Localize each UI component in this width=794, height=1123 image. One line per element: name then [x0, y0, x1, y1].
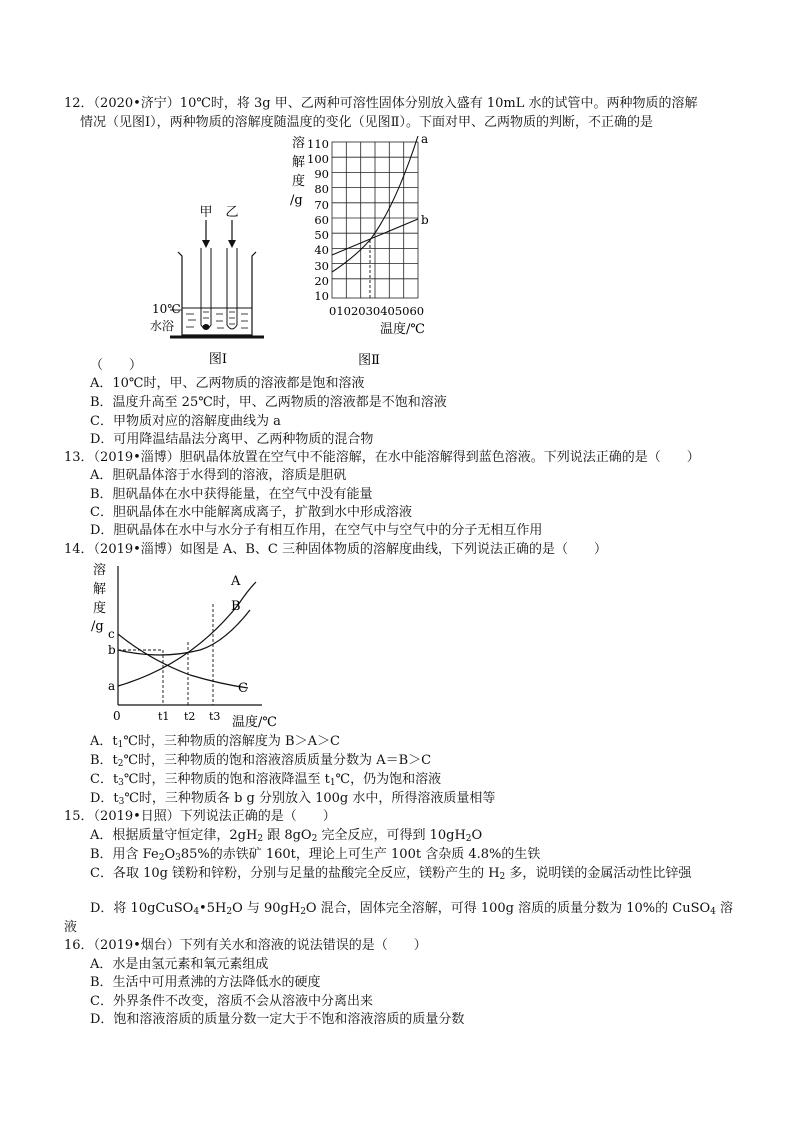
q15-option-a: A．根据质量守恒定律，$2gH_2$ 跟 $8gO_2$ 完全反应，可得到 $10gH_2O$ — [90, 828, 483, 844]
q16-option-c: C．外界条件不改变，溶质不会从溶液中分离出来 — [90, 994, 373, 1009]
fig2-x-ticks: 0102030405060 — [329, 304, 425, 318]
q14-graph — [90, 560, 290, 732]
q15-option-d: D．将 $10gCuSO_4•5H_2O$ 与 $90gH_2O$ 混合，固体完全溶解，可得 100g 溶质的质量分数为 10%的 CuSO$_4$ 溶 — [90, 901, 734, 917]
svg-text:/g: /g — [290, 193, 303, 208]
svg-text:110: 110 — [307, 137, 329, 151]
q14-x-marks — [158, 710, 220, 723]
q14-stem: 14．（2019•淄博）如图是 A、B、C 三种固体物质的溶解度曲线，下列说法正确的是（ ） — [64, 542, 607, 557]
q13-option-d: D．胆矾晶体在水中与水分子有相互作用，在空气中与空气中的分子无相互作用 — [90, 523, 543, 538]
q15-option-c: C．各取 10g 镁粉和锌粉，分别与足量的盐酸完全反应，镁粉产生的 $H_2$ 多，说明镁的金属活动性比锌强 — [90, 866, 692, 882]
q13-option-c: C．胆矾晶体在水中能解离成离子，扩散到水中形成溶液 — [90, 505, 412, 520]
q16-stem: 16．（2019•烟台）下列有关水和溶液的说法错误的是（ ） — [64, 938, 427, 953]
svg-text:100: 100 — [307, 152, 329, 166]
q15-option-b: B．用含 $Fe_2O_385\%$的赤铁矿 160t，理论上可生产 100t 含杂质 4.8%的生铁 — [90, 847, 541, 863]
svg-text:60: 60 — [314, 213, 329, 227]
q12-figure-2 — [285, 132, 445, 372]
fig2-curve-a: a — [421, 132, 429, 146]
fig2-y-ticks — [307, 137, 329, 303]
q14-curve-labels — [230, 574, 248, 696]
svg-text:度: 度 — [93, 601, 107, 616]
q14-xlabel: 温度/℃ — [232, 715, 277, 730]
fig2-curve-b: b — [421, 213, 429, 227]
q14-origin: 0 — [113, 709, 121, 723]
q12-figure-1 — [140, 200, 280, 375]
svg-text:80: 80 — [314, 182, 329, 196]
fig1-bath-label: 水浴 — [150, 319, 175, 333]
q14-option-d: D．$t_3℃$时，三种物质各 b g 分别放入 100g 水中，所得溶液质量相等 — [90, 791, 496, 807]
fig1-label-jia: 甲 — [199, 205, 213, 220]
svg-text:40: 40 — [314, 243, 329, 257]
svg-text:90: 90 — [314, 167, 329, 181]
svg-text:a: a — [108, 679, 116, 693]
svg-text:/g: /g — [91, 619, 104, 634]
q12-option-d: D．可用降温结晶法分离甲、乙两种物质的混合物 — [90, 432, 374, 447]
svg-text:溶: 溶 — [93, 563, 107, 578]
q13-option-b: B．胆矾晶体在水中获得能量，在空气中没有能量 — [90, 487, 373, 502]
svg-text:解: 解 — [292, 155, 306, 170]
fig2-xlabel: 温度/℃ — [380, 322, 425, 337]
q12-option-c: C．甲物质对应的溶解度曲线为 a — [90, 414, 281, 429]
q14-option-b: B．$t_2℃$时，三种物质的饱和溶液溶质质量分数为 A＝B＞C — [90, 753, 432, 769]
q13-stem: 13．（2019•淄博）胆矾晶体放置在空气中不能溶解，在水中能溶解得到蓝色溶液。下列说法正确的是（ ） — [64, 450, 700, 465]
fig2-ylabel — [290, 135, 305, 208]
fig1-bath-temp: 10℃ — [152, 302, 181, 316]
q14-option-a: A．$t_1℃$时，三种物质的溶解度为 B＞A＞C — [90, 734, 340, 750]
svg-text:t3: t3 — [209, 710, 221, 723]
svg-text:C: C — [238, 681, 248, 696]
svg-text:A: A — [231, 574, 241, 589]
svg-text:b: b — [108, 643, 116, 657]
svg-text:溶: 溶 — [292, 136, 306, 151]
svg-text:t1: t1 — [158, 710, 170, 723]
svg-text:10: 10 — [314, 289, 329, 303]
q12-option-a: A．10℃时，甲、乙两物质的溶液都是饱和溶液 — [90, 376, 365, 391]
q12-paren: （ ） — [90, 358, 143, 373]
svg-text:c: c — [108, 627, 115, 641]
svg-text:50: 50 — [314, 228, 329, 242]
fig2-caption: 图Ⅱ — [358, 353, 380, 368]
svg-text:解: 解 — [93, 582, 107, 597]
q12-stem-line2: 情况（见图Ⅰ），两种物质的溶解度随温度的变化（见图Ⅱ）。下面对甲、乙两物质的判断，不正确的是 — [80, 115, 653, 130]
q12-option-b: B．温度升高至 25℃时，甲、乙两物质的溶液都是不饱和溶液 — [90, 395, 447, 410]
q16-option-b: B．生活中可用煮沸的方法降低水的硬度 — [90, 975, 321, 990]
fig1-label-yi: 乙 — [225, 205, 239, 220]
q12-stem-line1: 12．（2020•济宁）10℃时，将 3g 甲、乙两种可溶性固体分别放入盛有 10mL 水的试管中。两种物质的溶解 — [64, 96, 698, 111]
q16-option-d: D．饱和溶液溶质的质量分数一定大于不饱和溶液溶质的质量分数 — [90, 1012, 465, 1027]
svg-text:30: 30 — [314, 259, 329, 273]
q14-option-c: C．$t_3℃$时，三种物质的饱和溶液降温至 $t_1℃$，仍为饱和溶液 — [90, 772, 442, 788]
svg-text:度: 度 — [292, 174, 306, 189]
q15-stem: 15．（2019•日照）下列说法正确的是（ ） — [64, 809, 336, 824]
q14-ylabel — [91, 562, 106, 634]
fig1-caption: 图Ⅰ — [208, 352, 228, 367]
svg-text:70: 70 — [314, 198, 329, 212]
q15-option-d-wrap: 液 — [64, 920, 78, 935]
q16-option-a: A．水是由氢元素和氧元素组成 — [90, 957, 269, 972]
svg-text:t2: t2 — [184, 710, 196, 723]
svg-text:B: B — [231, 599, 241, 614]
svg-text:20: 20 — [314, 274, 329, 288]
q13-option-a: A．胆矾晶体溶于水得到的溶液，溶质是胆矾 — [90, 468, 347, 483]
q14-y-marks — [108, 627, 116, 693]
